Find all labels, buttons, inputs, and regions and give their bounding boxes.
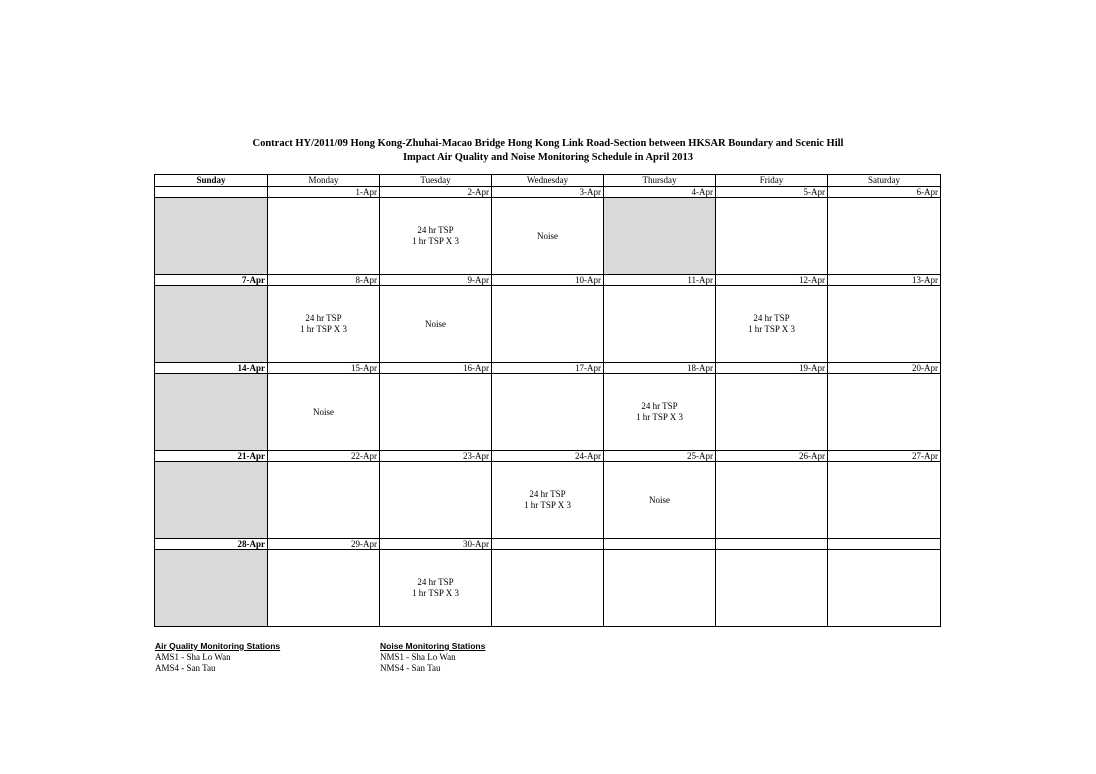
date-row bbox=[155, 539, 941, 550]
air-quality-heading: Air Quality Monitoring Stations bbox=[155, 641, 281, 651]
date-label bbox=[492, 539, 604, 550]
day-cell bbox=[268, 374, 380, 451]
monitoring-task: 1 hr TSP X 3 bbox=[411, 236, 459, 246]
schedule-row bbox=[155, 374, 941, 451]
date-label: 19-Apr bbox=[716, 363, 828, 374]
date-label: 5-Apr bbox=[716, 187, 828, 198]
date-row bbox=[155, 451, 941, 462]
date-row bbox=[155, 363, 941, 374]
weekday-header: Saturday bbox=[828, 175, 941, 187]
date-label: 15-Apr bbox=[268, 363, 380, 374]
monitoring-task: 24 hr TSP bbox=[529, 489, 566, 499]
date-label: 16-Apr bbox=[380, 363, 492, 374]
day-cell bbox=[604, 462, 716, 539]
monitoring-task: 24 hr TSP bbox=[305, 313, 342, 323]
monitoring-task: Noise bbox=[425, 318, 446, 329]
date-label: 26-Apr bbox=[716, 451, 828, 462]
monitoring-task: 1 hr TSP X 3 bbox=[635, 412, 683, 422]
date-label: 27-Apr bbox=[828, 451, 941, 462]
weekday-header: Wednesday bbox=[492, 175, 604, 187]
day-cell bbox=[155, 462, 268, 539]
air-quality-station: AMS4 - San Tau bbox=[155, 663, 216, 673]
schedule-row bbox=[155, 462, 941, 539]
day-cell bbox=[604, 374, 716, 451]
day-cell bbox=[716, 462, 828, 539]
schedule-row bbox=[155, 198, 941, 275]
date-label: 25-Apr bbox=[604, 451, 716, 462]
date-label: 9-Apr bbox=[380, 275, 492, 286]
date-label: 21-Apr bbox=[155, 451, 268, 462]
day-cell bbox=[380, 550, 492, 627]
monitoring-task: 24 hr TSP bbox=[753, 313, 790, 323]
date-label: 18-Apr bbox=[604, 363, 716, 374]
day-cell bbox=[380, 374, 492, 451]
day-cell bbox=[828, 550, 941, 627]
date-label: 24-Apr bbox=[492, 451, 604, 462]
day-cell bbox=[604, 550, 716, 627]
noise-legend bbox=[380, 641, 485, 674]
day-cell bbox=[716, 374, 828, 451]
noise-station: NMS4 - San Tau bbox=[380, 663, 441, 673]
weekday-header-row bbox=[155, 175, 941, 187]
day-cell bbox=[492, 550, 604, 627]
day-cell bbox=[492, 462, 604, 539]
schedule-row bbox=[155, 286, 941, 363]
monitoring-task: Noise bbox=[649, 494, 670, 505]
day-cell bbox=[380, 286, 492, 363]
noise-station: NMS1 - Sha Lo Wan bbox=[380, 652, 456, 662]
day-cell bbox=[380, 198, 492, 275]
weekday-header: Thursday bbox=[604, 175, 716, 187]
day-cell bbox=[155, 286, 268, 363]
schedule-row bbox=[155, 550, 941, 627]
noise-heading: Noise Monitoring Stations bbox=[380, 641, 486, 651]
day-cell bbox=[155, 198, 268, 275]
monitoring-task: 24 hr TSP bbox=[417, 225, 454, 235]
monitoring-task: 1 hr TSP X 3 bbox=[747, 324, 795, 334]
date-label: 29-Apr bbox=[268, 539, 380, 550]
monitoring-task: 1 hr TSP X 3 bbox=[299, 324, 347, 334]
date-label: 20-Apr bbox=[828, 363, 941, 374]
monitoring-task: 24 hr TSP bbox=[641, 401, 678, 411]
day-cell bbox=[380, 462, 492, 539]
weekday-header: Tuesday bbox=[380, 175, 492, 187]
calendar-table bbox=[154, 174, 941, 627]
day-cell bbox=[268, 462, 380, 539]
day-cell bbox=[492, 286, 604, 363]
date-label: 6-Apr bbox=[828, 187, 941, 198]
day-cell bbox=[828, 462, 941, 539]
date-label: 4-Apr bbox=[604, 187, 716, 198]
day-cell bbox=[604, 198, 716, 275]
schedule-subtitle: Impact Air Quality and Noise Monitoring Schedule in April 2013 bbox=[402, 152, 694, 163]
date-label: 8-Apr bbox=[268, 275, 380, 286]
weekday-header: Sunday bbox=[155, 175, 268, 187]
date-label bbox=[828, 539, 941, 550]
day-cell bbox=[492, 198, 604, 275]
weekday-header: Friday bbox=[716, 175, 828, 187]
date-label bbox=[716, 539, 828, 550]
monitoring-task: Noise bbox=[313, 406, 334, 417]
date-label: 22-Apr bbox=[268, 451, 380, 462]
monitoring-task: Noise bbox=[537, 230, 558, 241]
day-cell bbox=[155, 374, 268, 451]
day-cell bbox=[716, 550, 828, 627]
date-row bbox=[155, 275, 941, 286]
date-label bbox=[155, 187, 268, 198]
date-row bbox=[155, 187, 941, 198]
weekday-header: Monday bbox=[268, 175, 380, 187]
day-cell bbox=[828, 374, 941, 451]
date-label: 3-Apr bbox=[492, 187, 604, 198]
air-quality-station: AMS1 - Sha Lo Wan bbox=[155, 652, 231, 662]
date-label: 11-Apr bbox=[604, 275, 716, 286]
date-label: 1-Apr bbox=[268, 187, 380, 198]
date-label: 10-Apr bbox=[492, 275, 604, 286]
day-cell bbox=[828, 198, 941, 275]
day-cell bbox=[604, 286, 716, 363]
date-label: 23-Apr bbox=[380, 451, 492, 462]
date-label bbox=[604, 539, 716, 550]
monitoring-task: 1 hr TSP X 3 bbox=[523, 500, 571, 510]
day-cell bbox=[268, 286, 380, 363]
monitoring-task: 1 hr TSP X 3 bbox=[411, 588, 459, 598]
date-label: 7-Apr bbox=[155, 275, 268, 286]
day-cell bbox=[716, 286, 828, 363]
date-label: 14-Apr bbox=[155, 363, 268, 374]
date-label: 2-Apr bbox=[380, 187, 492, 198]
monitoring-task: 24 hr TSP bbox=[417, 577, 454, 587]
day-cell bbox=[716, 198, 828, 275]
date-label: 17-Apr bbox=[492, 363, 604, 374]
day-cell bbox=[155, 550, 268, 627]
date-label: 12-Apr bbox=[716, 275, 828, 286]
date-label: 30-Apr bbox=[380, 539, 492, 550]
day-cell bbox=[268, 198, 380, 275]
schedule-title: Contract HY/2011/09 Hong Kong-Zhuhai-Macao Bridge Hong Kong Link Road-Section between HKSAR Boundary and Scenic Hill bbox=[252, 138, 844, 149]
date-label: 28-Apr bbox=[155, 539, 268, 550]
day-cell bbox=[828, 286, 941, 363]
date-label: 13-Apr bbox=[828, 275, 941, 286]
day-cell bbox=[268, 550, 380, 627]
day-cell bbox=[492, 374, 604, 451]
air-quality-legend bbox=[155, 641, 280, 674]
